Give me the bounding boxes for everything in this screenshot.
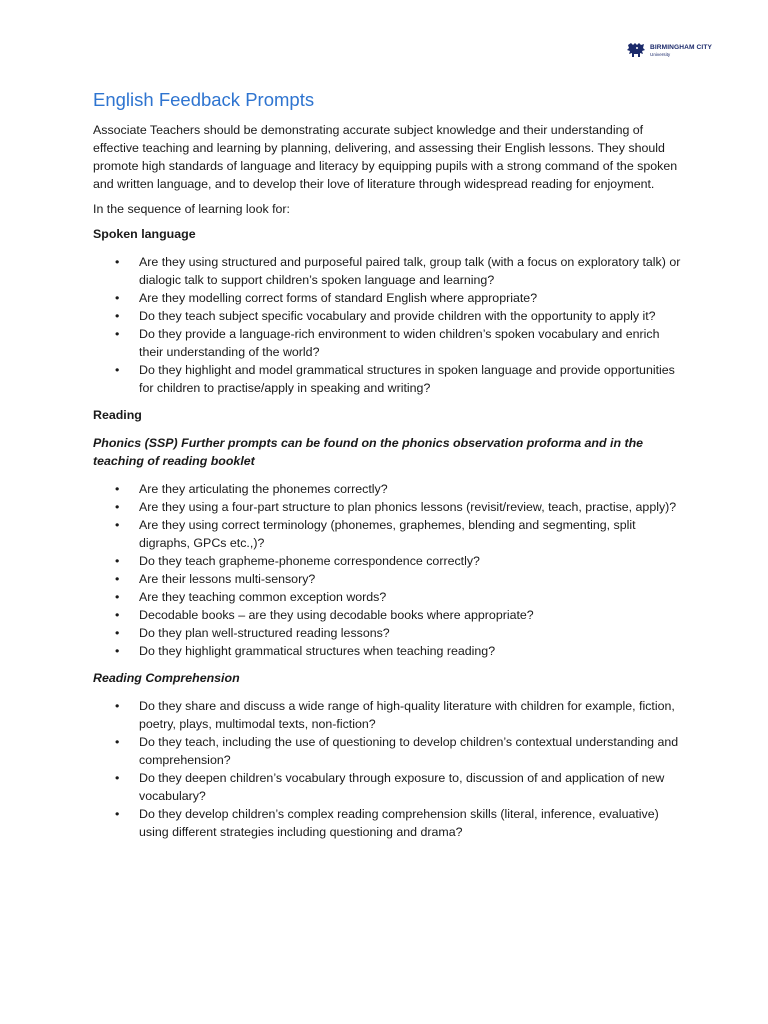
- list-item: • Are their lessons multi-sensory?: [93, 570, 683, 588]
- intro-paragraph: Associate Teachers should be demonstrating accurate subject knowledge and their understanding of effective teaching and learning by planning, delivering, and assessing their English lessons. They should promote high standards of language and literacy by equipping pupils with a strong command of the spoken and written language, and to develop their love of literature through widespread reading for enjoyment.: [93, 123, 678, 191]
- lion-crest-icon: [626, 42, 646, 60]
- university-logo: [626, 42, 712, 60]
- list-item: • Are they using structured and purposeful paired talk, group talk (with a focus on exploratory talk) or dialogic talk to support children’s spoken language and learning?: [93, 253, 683, 289]
- list-item: • Do they highlight and model grammatical structures in spoken language and provide opportunities for children to practise/apply in speaking and writing?: [93, 361, 683, 397]
- list-item: • Are they teaching common exception words?: [93, 588, 683, 606]
- list-item: • Do they highlight grammatical structures when teaching reading?: [93, 642, 683, 660]
- list-item: • Do they share and discuss a wide range of high-quality literature with children for example, fiction, poetry, plays, multimodal texts, non-fiction?: [93, 697, 683, 733]
- list-item: • Decodable books – are they using decodable books where appropriate?: [93, 606, 683, 624]
- spoken-language-list: [93, 253, 683, 397]
- list-item: • Do they provide a language-rich environment to widen children’s spoken vocabulary and enrich their understanding of the world?: [93, 325, 683, 361]
- spoken-language-heading: Spoken language: [93, 227, 196, 241]
- page-title: English Feedback Prompts: [93, 89, 315, 110]
- reading-heading: Reading: [93, 408, 142, 422]
- list-item: • Are they using correct terminology (phonemes, graphemes, blending and segmenting, split digraphs, GPCs etc.,)?: [93, 516, 683, 552]
- list-item: • Do they teach grapheme-phoneme correspondence correctly?: [93, 552, 683, 570]
- list-item: • Are they using a four-part structure to plan phonics lessons (revisit/review, teach, practise, apply)?: [93, 498, 683, 516]
- logo-subtitle: University: [650, 51, 671, 57]
- list-item: • Are they articulating the phonemes correctly?: [93, 480, 683, 498]
- list-item: • Are they modelling correct forms of standard English where appropriate?: [93, 289, 683, 307]
- list-item: • Do they teach subject specific vocabulary and provide children with the opportunity to apply it?: [93, 307, 683, 325]
- reading-comprehension-list: [93, 697, 683, 841]
- lead-text: In the sequence of learning look for:: [93, 202, 291, 216]
- list-item: • Do they develop children’s complex reading comprehension skills (literal, inference, evaluative) using different strategies including questioning and drama?: [93, 805, 683, 841]
- document-body: [93, 86, 683, 850]
- list-item: • Do they plan well-structured reading lessons?: [93, 624, 683, 642]
- list-item: • Do they deepen children’s vocabulary through exposure to, discussion of and application of new vocabulary?: [93, 769, 683, 805]
- list-item: • Do they teach, including the use of questioning to develop children’s contextual understanding and comprehension?: [93, 733, 683, 769]
- phonics-heading: Phonics (SSP) Further prompts can be found on the phonics observation proforma and in the teaching of reading booklet: [93, 436, 644, 468]
- reading-comprehension-heading: Reading Comprehension: [93, 671, 240, 685]
- phonics-list: [93, 480, 683, 660]
- logo-name: BIRMINGHAM CITY: [650, 43, 712, 51]
